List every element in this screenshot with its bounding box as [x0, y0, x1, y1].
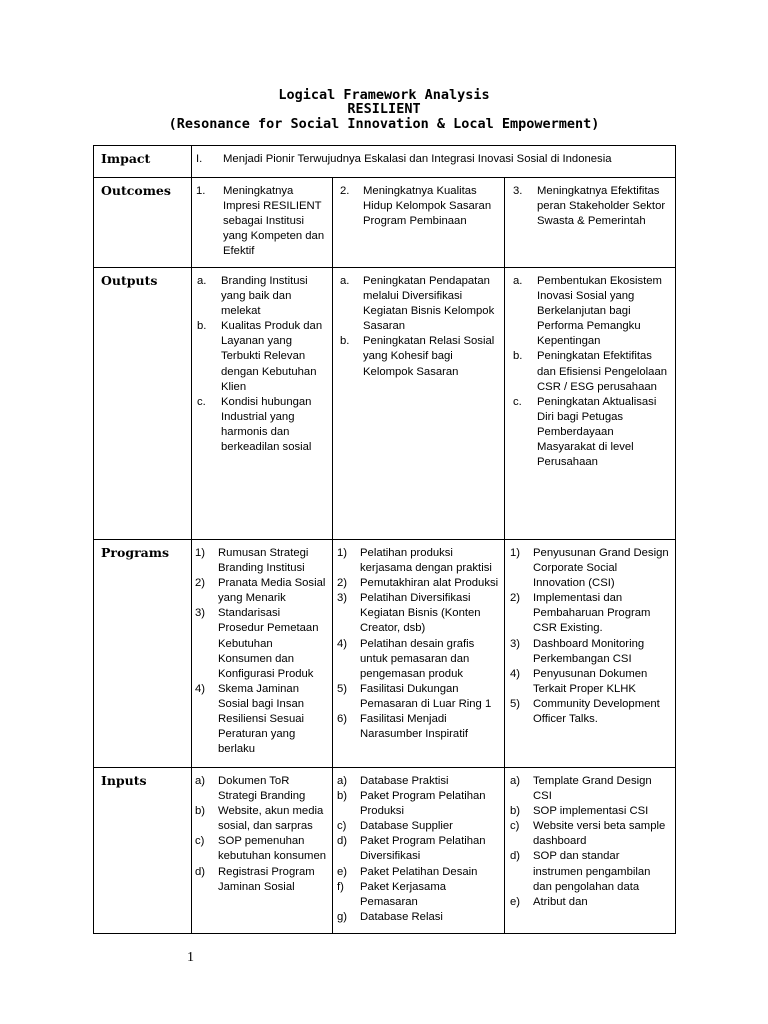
- list-item: [510, 804, 671, 819]
- list-marker: e): [510, 895, 521, 908]
- list-item: [337, 865, 500, 880]
- row-label-impact: Impact: [94, 146, 192, 178]
- list-item: [337, 576, 500, 591]
- list-text: Website, akun media sosial, dan sarpras: [218, 805, 324, 833]
- document-subtitle-expansion: (Resonance for Social Innovation & Local Empowerment): [168, 116, 600, 132]
- list-text: Community Development Officer Talks.: [533, 697, 660, 726]
- programs-cell: [505, 540, 676, 768]
- list-item: [340, 274, 500, 334]
- list-item: [510, 774, 671, 804]
- list-text: Database Praktisi: [360, 775, 449, 787]
- list-text: Kualitas Produk dan Layanan yang Terbukti Relevan dengan Kebutuhan Klien: [221, 320, 323, 393]
- row-label-inputs: Inputs: [94, 768, 192, 934]
- list-marker: a): [337, 775, 348, 787]
- programs-row: [94, 540, 676, 768]
- list-marker: 3.: [513, 185, 523, 197]
- list-text: Website versi beta sample dashboard: [533, 820, 666, 848]
- list-item: [337, 834, 500, 864]
- list-marker: d): [337, 835, 348, 848]
- list-marker: 5): [510, 697, 521, 710]
- outputs-cell: [333, 268, 505, 540]
- list-text: Implementasi dan Pembaharuan Program CSR Existing.: [533, 592, 651, 635]
- list-marker: c): [337, 820, 347, 833]
- list-item: [510, 591, 671, 636]
- list-item: [195, 834, 328, 864]
- list-item: [197, 319, 328, 394]
- list-text: Dashboard Monitoring Perkembangan CSI: [533, 637, 645, 665]
- list-marker: a): [195, 775, 206, 787]
- list-item: [195, 576, 328, 606]
- list-marker: b): [195, 805, 206, 818]
- list-marker: b): [337, 790, 348, 803]
- list-text: Pranata Media Sosial yang Menarik: [218, 577, 326, 605]
- list-marker: a.: [197, 275, 207, 287]
- list-item: [513, 395, 671, 470]
- list-item: [195, 682, 328, 757]
- list-marker: a): [510, 775, 521, 787]
- list-marker: 2): [510, 592, 521, 605]
- list-item: [337, 712, 500, 742]
- document-subtitle: RESILIENT: [347, 101, 421, 117]
- list-marker: 4): [337, 637, 348, 650]
- list-text: Database Relasi: [360, 910, 443, 923]
- outputs-row: [94, 268, 676, 540]
- inputs-cell: [192, 768, 333, 934]
- list-text: Dokumen ToR Strategi Branding: [218, 775, 306, 803]
- list-marker: a.: [513, 275, 523, 287]
- list-text: Kondisi hubungan Industrial yang harmonis dan berkeadilan sosial: [221, 395, 312, 454]
- list-marker: 1): [195, 547, 206, 559]
- list-marker: 5): [337, 682, 348, 695]
- list-text: Peningkatan Pendapatan melalui Diversifikasi Kegiatan Bisnis Kelompok Sasaran: [363, 275, 495, 333]
- list-text: Standarisasi Prosedur Pemetaan Kebutuhan Konsumen dan Konfigurasi Produk: [218, 607, 319, 680]
- list-item: [195, 606, 328, 681]
- inputs-row: [94, 768, 676, 934]
- list-text: Template Grand Design CSI: [533, 775, 652, 803]
- list-marker: 2): [337, 577, 348, 590]
- list-item: [195, 804, 328, 834]
- list-marker: 1): [337, 547, 348, 559]
- list-text: Registrasi Program Jaminan Sosial: [218, 865, 315, 893]
- list-item: [337, 546, 500, 576]
- list-item: [195, 774, 328, 804]
- outputs-cell: [505, 268, 676, 540]
- list-item: [196, 184, 328, 259]
- list-text: Pelatihan produksi kerjasama dengan praktisi: [360, 547, 492, 575]
- outcomes-cell: [505, 178, 676, 268]
- list-text: Menjadi Pionir Terwujudnya Eskalasi dan Integrasi Inovasi Sosial di Indonesia: [223, 153, 612, 165]
- row-label-outcomes: Outcomes: [94, 178, 192, 268]
- list-marker: g): [337, 910, 348, 923]
- list-marker: 3): [510, 637, 521, 650]
- list-item: [195, 546, 328, 576]
- list-text: Peningkatan Relasi Sosial yang Kohesif bagi Kelompok Sasaran: [363, 335, 495, 378]
- list-item: [337, 682, 500, 712]
- list-item: [196, 152, 675, 167]
- list-text: Penyusunan Grand Design Corporate Social Innovation (CSI): [533, 547, 669, 590]
- list-text: Paket Program Pelatihan Diversifikasi: [360, 835, 486, 863]
- document-title: Logical Framework Analysis: [278, 87, 490, 103]
- list-marker: b): [510, 805, 521, 818]
- list-item: [340, 184, 500, 229]
- list-marker: 4): [510, 667, 521, 680]
- list-item: [197, 274, 328, 319]
- list-text: Rumusan Strategi Branding Institusi: [218, 547, 309, 575]
- outcomes-row: [94, 178, 676, 268]
- list-text: SOP pemenuhan kebutuhan konsumen: [218, 835, 327, 863]
- logframe-table: [93, 145, 676, 934]
- list-marker: d): [510, 850, 521, 863]
- list-marker: b.: [197, 320, 207, 333]
- list-text: Pembentukan Ekosistem Inovasi Sosial yang Berkelanjutan bagi Performa Pemangku Kepentingan: [537, 275, 662, 348]
- list-text: SOP implementasi CSI: [533, 805, 649, 818]
- list-text: Fasilitasi Dukungan Pemasaran di Luar Ring 1: [360, 682, 492, 710]
- list-item: [337, 880, 500, 910]
- list-text: Peningkatan Aktualisasi Diri bagi Petugas Pemberdayaan Masyarakat di level Perusahaan: [537, 395, 657, 469]
- list-marker: 3): [195, 607, 206, 620]
- list-item: [340, 334, 500, 379]
- list-marker: c): [195, 835, 205, 848]
- list-item: [510, 546, 671, 591]
- list-item: [510, 697, 671, 727]
- list-text: Skema Jaminan Sosial bagi Insan Resiliensi Sesuai Peraturan yang berlaku: [218, 682, 305, 756]
- list-item: [337, 910, 500, 925]
- row-label-programs: Programs: [94, 540, 192, 768]
- list-item: [337, 819, 500, 834]
- list-text: Peningkatan Efektifitas dan Efisiensi Pengelolaan CSR / ESG perusahaan: [537, 350, 668, 393]
- list-item: [510, 895, 671, 910]
- outputs-cell: [192, 268, 333, 540]
- outcomes-cell: [333, 178, 505, 268]
- list-marker: b.: [513, 350, 523, 363]
- list-item: [513, 349, 671, 394]
- list-item: [337, 789, 500, 819]
- list-text: Pemutakhiran alat Produksi: [360, 577, 499, 590]
- list-marker: 2.: [340, 185, 350, 197]
- list-marker: e): [337, 865, 348, 878]
- list-marker: c): [510, 820, 520, 833]
- list-item: [510, 637, 671, 667]
- list-text: Meningkatnya Impresi RESILIENT sebagai Institusi yang Kompeten dan Efektif: [223, 185, 325, 258]
- inputs-cell: [333, 768, 505, 934]
- list-text: Paket Program Pelatihan Produksi: [360, 790, 486, 818]
- list-text: Pelatihan desain grafis untuk pemasaran dan pengemasan produk: [360, 637, 475, 680]
- list-text: Meningkatnya Kualitas Hidup Kelompok Sasaran Program Pembinaan: [363, 185, 492, 228]
- programs-cell: [333, 540, 505, 768]
- list-text: Paket Pelatihan Desain: [360, 865, 478, 878]
- list-marker: a.: [340, 275, 350, 287]
- list-item: [337, 637, 500, 682]
- list-item: [510, 849, 671, 894]
- list-item: [337, 591, 500, 636]
- outcomes-cell: [192, 178, 333, 268]
- list-marker: 2): [195, 577, 206, 590]
- list-marker: c.: [197, 395, 206, 408]
- list-marker: 1.: [196, 185, 206, 197]
- list-marker: c.: [513, 395, 522, 408]
- row-label-outputs: Outputs: [94, 268, 192, 540]
- list-item: [337, 774, 500, 789]
- list-marker: f): [337, 880, 344, 893]
- list-text: Meningkatnya Efektifitas peran Stakeholder Sektor Swasta & Pemerintah: [537, 185, 666, 228]
- list-text: Fasilitasi Menjadi Narasumber Inspiratif: [360, 713, 468, 741]
- list-text: Atribut dan: [533, 895, 588, 908]
- list-item: [510, 819, 671, 849]
- list-text: Pelatihan Diversifikasi Kegiatan Bisnis (Konten Creator, dsb): [360, 592, 481, 635]
- list-item: [197, 395, 328, 455]
- list-marker: d): [195, 865, 206, 878]
- page-number: 1: [187, 950, 194, 965]
- list-marker: 4): [195, 682, 206, 695]
- impact-row: [94, 146, 676, 178]
- list-item: [510, 667, 671, 697]
- list-marker: b.: [340, 335, 350, 348]
- list-marker: I.: [196, 153, 203, 165]
- list-text: Database Supplier: [360, 820, 453, 833]
- list-text: Paket Kerjasama Pemasaran: [360, 880, 447, 908]
- list-text: Penyusunan Dokumen Terkait Proper KLHK: [533, 667, 648, 695]
- inputs-cell: [505, 768, 676, 934]
- list-text: Branding Institusi yang baik dan melekat: [221, 275, 308, 318]
- programs-cell: [192, 540, 333, 768]
- list-marker: 1): [510, 547, 521, 559]
- impact-cell: [192, 146, 676, 178]
- list-text: SOP dan standar instrumen pengambilan dan pengolahan data: [533, 850, 651, 893]
- list-item: [513, 184, 671, 229]
- list-marker: 3): [337, 592, 348, 605]
- list-item: [195, 865, 328, 895]
- list-marker: 6): [337, 713, 348, 726]
- list-item: [513, 274, 671, 349]
